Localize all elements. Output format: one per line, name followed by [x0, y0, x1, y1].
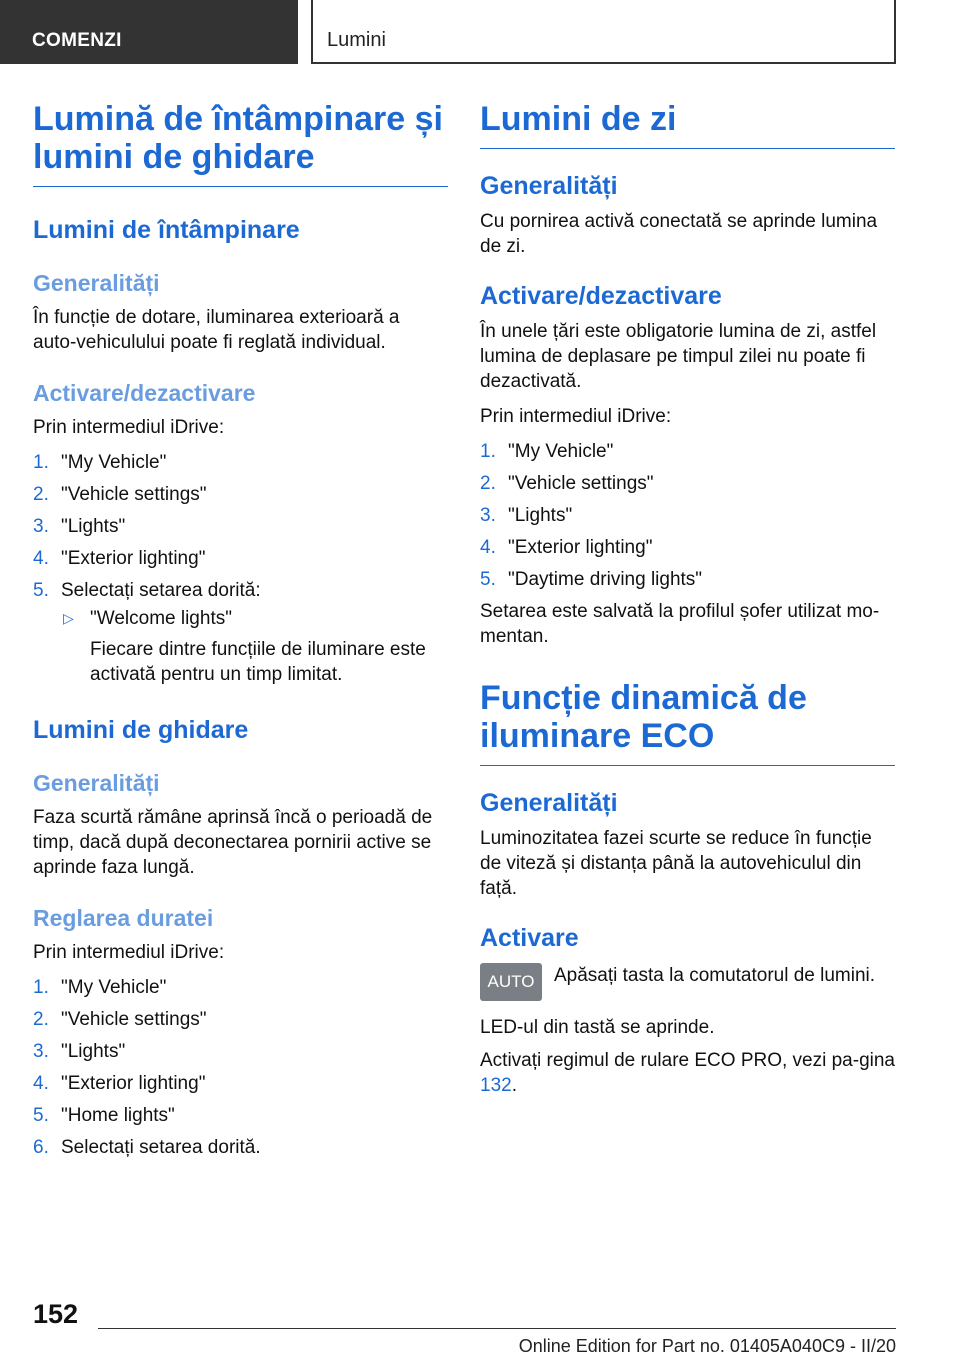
step-number: 4.	[33, 1073, 49, 1094]
step-text: "Lights"	[61, 1041, 126, 1062]
eco-general-heading: Generalități	[480, 789, 618, 817]
list-item	[33, 975, 448, 1000]
sub-option-note: Fiecare dintre funcțiile de iluminare este activată pentru un timp limitat.	[90, 639, 426, 685]
step-number: 4.	[33, 548, 49, 569]
right-column	[480, 100, 895, 1098]
step-number: 1.	[480, 441, 496, 462]
welcome-activation-heading: Activare/dezactivare	[33, 380, 256, 406]
auto-button-icon: AUTO	[480, 963, 542, 1001]
step-number: 3.	[33, 1041, 49, 1062]
step-text: Selectați setarea dorită:	[61, 580, 261, 601]
list-item	[33, 1039, 448, 1064]
auto-button-text: Apăsați tasta la comutatorul de lumini.	[554, 965, 876, 986]
daytime-steps-list	[480, 439, 895, 592]
step-text: "Daytime driving lights"	[508, 569, 703, 590]
step-text: "Lights"	[61, 516, 126, 537]
eco-activation-heading: Activare	[480, 924, 579, 952]
step-number: 1.	[33, 977, 49, 998]
list-item	[480, 439, 895, 464]
step-number: 2.	[33, 1009, 49, 1030]
page-number: 152	[33, 1299, 79, 1329]
step-number: 2.	[480, 473, 496, 494]
step-text: "Exterior lighting"	[508, 537, 653, 558]
step-text: "My Vehicle"	[61, 452, 167, 473]
step-text: "My Vehicle"	[61, 977, 167, 998]
guide-duration-heading: Reglarea duratei	[33, 905, 214, 931]
guide-general-heading: Generalități	[33, 770, 160, 796]
list-item	[480, 503, 895, 528]
guide-steps-list	[33, 975, 448, 1160]
eco-general-text: Luminozitatea fazei scurte se reduce în funcție de viteză și distanța până la autovehiculul din față.	[480, 828, 872, 899]
step-text: "Exterior lighting"	[61, 1073, 206, 1094]
eco-lighting-title: Funcție dinamică de iluminare ECO	[480, 679, 895, 766]
daytime-lights-title: Lumini de zi	[480, 100, 895, 149]
daytime-activation-text: În unele țări este obligatorie lumina de zi, astfel lumina de deplasare pe timpul zilei nu poate fi dezactivată.	[480, 321, 877, 392]
section-tab: COMENZI	[0, 0, 298, 64]
eco-pro-text	[480, 1048, 895, 1098]
list-item	[480, 567, 895, 592]
list-item	[33, 482, 448, 507]
list-item	[480, 471, 895, 496]
daytime-intro: Prin intermediul iDrive:	[480, 406, 672, 427]
chapter-tab: Lumini	[311, 0, 896, 64]
step-number: 3.	[480, 505, 496, 526]
sentence-period: .	[511, 1075, 517, 1096]
welcome-guide-title: Lumină de întâmpinare și lumini de ghidare	[33, 100, 448, 187]
daytime-activation-heading: Activare/dezactivare	[480, 282, 722, 310]
auto-button-row	[480, 963, 895, 1001]
footer-divider	[98, 1328, 896, 1329]
list-item	[33, 1007, 448, 1032]
list-item	[33, 1071, 448, 1096]
step-text: Selectați setarea dorită.	[61, 1137, 261, 1158]
list-item	[33, 1135, 448, 1160]
led-text: LED-ul din tastă se aprinde.	[480, 1017, 715, 1038]
welcome-steps-list	[33, 450, 448, 603]
list-item	[33, 546, 448, 571]
daytime-general-heading: Generalități	[480, 172, 618, 200]
edition-footer: Online Edition for Part no. 01405A040C9 - II/20	[518, 1336, 896, 1356]
welcome-lights-heading: Lumini de întâmpinare	[33, 216, 300, 244]
step-number: 1.	[33, 452, 49, 473]
list-item	[33, 578, 448, 603]
left-column	[33, 100, 448, 1167]
step-text: "Vehicle settings"	[508, 473, 654, 494]
step-text: "Lights"	[508, 505, 573, 526]
daytime-saved-text: Setarea este salvată la profilul șofer utilizat mo-mentan.	[480, 601, 880, 647]
sub-option	[33, 606, 448, 631]
step-text: "My Vehicle"	[508, 441, 614, 462]
step-text: "Vehicle settings"	[61, 484, 207, 505]
daytime-general-text: Cu pornirea activă conectată se aprinde lumina de zi.	[480, 211, 878, 257]
list-item	[480, 535, 895, 560]
list-item	[33, 450, 448, 475]
sub-option-text: "Welcome lights"	[90, 608, 232, 629]
page-link[interactable]: 132	[480, 1075, 512, 1096]
welcome-general-heading: Generalități	[33, 270, 160, 296]
eco-pro-sentence: Activați regimul de rulare ECO PRO, vezi pa-gina	[480, 1050, 895, 1071]
step-number: 5.	[480, 569, 496, 590]
step-number: 4.	[480, 537, 496, 558]
step-number: 3.	[33, 516, 49, 537]
list-item	[33, 1103, 448, 1128]
step-number: 2.	[33, 484, 49, 505]
list-item	[33, 514, 448, 539]
guide-intro: Prin intermediul iDrive:	[33, 942, 225, 963]
welcome-general-text: În funcție de dotare, iluminarea exterioară a auto-vehiculului poate fi reglată individual.	[33, 307, 400, 353]
step-number: 6.	[33, 1137, 49, 1158]
triangle-bullet-icon: ▷	[63, 610, 74, 626]
step-number: 5.	[33, 1105, 49, 1126]
step-text: "Home lights"	[61, 1105, 175, 1126]
welcome-intro: Prin intermediul iDrive:	[33, 417, 225, 438]
step-text: "Exterior lighting"	[61, 548, 206, 569]
guide-lights-heading: Lumini de ghidare	[33, 716, 249, 744]
step-text: "Vehicle settings"	[61, 1009, 207, 1030]
guide-general-text: Faza scurtă rămâne aprinsă încă o perioadă de timp, dacă după deconectarea pornirii active se aprinde faza lungă.	[33, 807, 433, 878]
step-number: 5.	[33, 580, 49, 601]
